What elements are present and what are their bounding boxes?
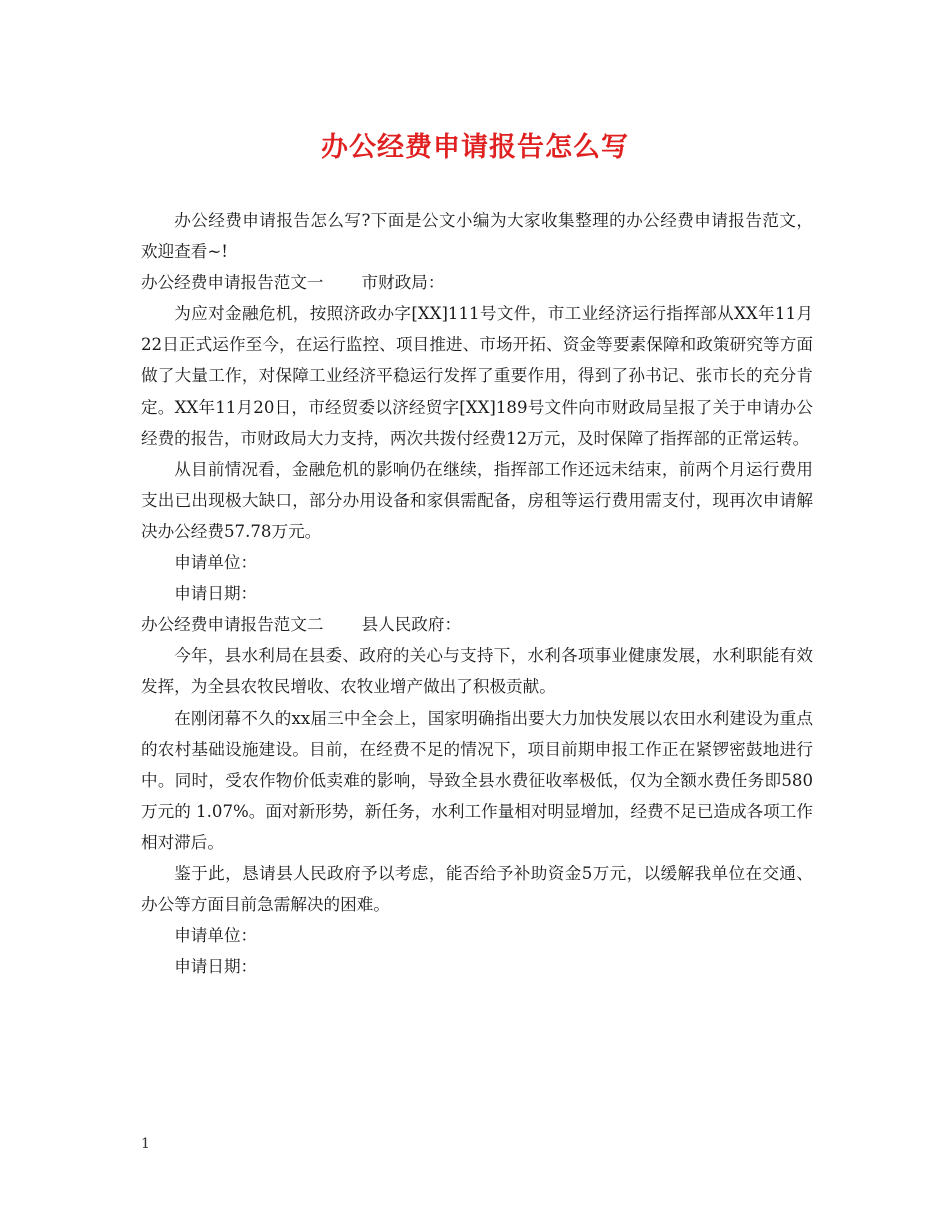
document-body (141, 205, 813, 982)
sample-one-heading-line (141, 267, 813, 298)
sample-one-paragraph: 为应对金融危机，按照济政办字[XX]111号文件，市工业经济运行指挥部从XX年11月22日正式运作至今，在运行监控、项目推进、市场开拓、资金等要素保障和政策研究等方面做了大量工作，对保障工业经济平稳运行发挥了重要作用，得到了孙书记、张市长的充分肯定。XX年11月20日，市经贸委以济经贸字[XX]189号文件向市财政局呈报了关于申请办公经费的报告，市财政局大力支持，两次共拨付经费12万元，及时保障了指挥部的正常运转。 (141, 304, 813, 448)
sample-two-recipient: 县人民政府： (361, 615, 462, 635)
sample-two-heading-line (141, 609, 813, 640)
sample-one-recipient: 市财政局： (361, 273, 445, 293)
sample-two-date: 申请日期： (174, 957, 258, 977)
sample-one-applicant: 申请单位： (174, 553, 258, 573)
intro-paragraph: 办公经费申请报告怎么写?下面是公文小编为大家收集整理的办公经费申请报告范文，欢迎查看~! (141, 211, 813, 262)
sample-two-paragraph: 今年，县水利局在县委、政府的关心与支持下，水利各项事业健康发展，水利职能有效发挥，为全县农牧民增收、农牧业增产做出了积极贡献。 (141, 646, 813, 697)
sample-one-date: 申请日期： (174, 584, 258, 604)
sample-two-paragraph: 鉴于此，恳请县人民政府予以考虑，能否给予补助资金5万元，以缓解我单位在交通、办公等方面目前急需解决的困难。 (141, 863, 813, 915)
sample-two-paragraph: 在刚闭幕不久的xx届三中全会上，国家明确指出要大力加快发展以农田水利建设为重点的农村基础设施建设。目前，在经费不足的情况下，项目前期申报工作正在紧锣密鼓地进行中。同时，受农作物价低卖难的影响，导致全县水费征收率极低，仅为全额水费任务即580万元的 1.07%。面对新形势，新任务，水利工作量相对明显增加，经费不足已造成各项工作相对滞后。 (141, 708, 813, 852)
sample-two-applicant: 申请单位： (174, 926, 258, 946)
sample-two-heading: 办公经费申请报告范文二 (141, 615, 324, 635)
sample-one-paragraph: 从目前情况看，金融危机的影响仍在继续，指挥部工作还远未结束，前两个月运行费用支出已出现极大缺口，部分办用设备和家俱需配备，房租等运行费用需支付，现再次申请解决办公经费57.78万元。 (141, 459, 813, 541)
document-title: 办公经费申请报告怎么写 (321, 132, 629, 163)
sample-one-heading: 办公经费申请报告范文一 (141, 273, 324, 293)
page-number: 1 (141, 1136, 150, 1152)
